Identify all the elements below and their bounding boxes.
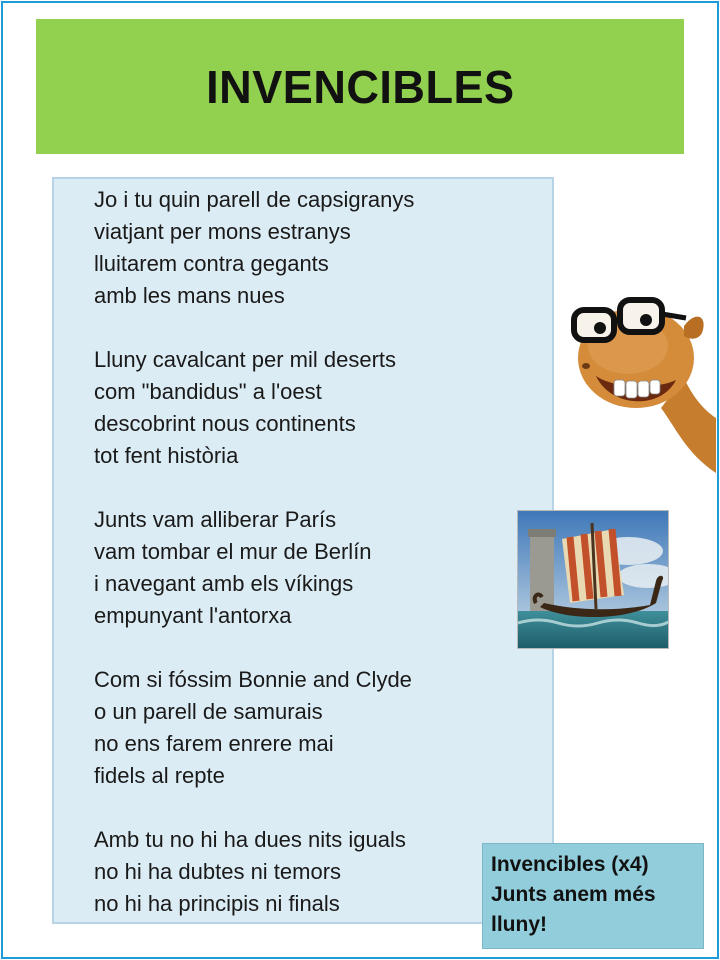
lyric-line: com "bandidus" a l'oest — [94, 379, 322, 404]
title-banner — [36, 19, 684, 154]
stanza-5 — [94, 824, 406, 920]
chorus-line: Invencibles (x4) — [491, 853, 649, 876]
lyric-line: Amb tu no hi ha dues nits iguals — [94, 827, 406, 852]
chorus-line: Junts anem més — [491, 883, 656, 906]
lyric-line: no ens farem enrere mai — [94, 731, 334, 756]
lyric-line: i navegant amb els víkings — [94, 571, 354, 596]
camel-illustration — [566, 288, 716, 478]
lyric-line: Jo i tu quin parell de capsigranys — [94, 187, 415, 212]
lyric-line: tot fent història — [94, 443, 239, 468]
stanza-4 — [94, 664, 412, 792]
lyric-line: fidels al repte — [94, 763, 225, 788]
stanza-3 — [94, 504, 372, 632]
chorus-line: lluny! — [491, 913, 547, 936]
lyric-line: Com si fóssim Bonnie and Clyde — [94, 667, 412, 692]
lyric-line: empunyant l'antorxa — [94, 603, 292, 628]
lyric-line: Lluny cavalcant per mil deserts — [94, 347, 397, 372]
lyric-line: no hi ha dubtes ni temors — [94, 859, 342, 884]
lyric-line: o un parell de samurais — [94, 699, 323, 724]
stanza-2 — [94, 344, 396, 472]
page-title: INVENCIBLES — [205, 60, 515, 113]
lyric-line: viatjant per mons estranys — [94, 219, 351, 244]
lyric-line: amb les mans nues — [94, 283, 285, 308]
lyric-line: descobrint nous continents — [94, 411, 356, 436]
lyric-line: lluitarem contra gegants — [94, 251, 329, 276]
lyrics-box — [52, 177, 554, 924]
lyric-line: no hi ha principis ni finals — [94, 891, 340, 916]
viking-ship-image — [517, 510, 669, 649]
chorus-box — [482, 843, 704, 949]
lyric-line: Junts vam alliberar París — [94, 507, 337, 532]
lyric-line: vam tombar el mur de Berlín — [94, 539, 372, 564]
stanza-1 — [94, 184, 414, 312]
